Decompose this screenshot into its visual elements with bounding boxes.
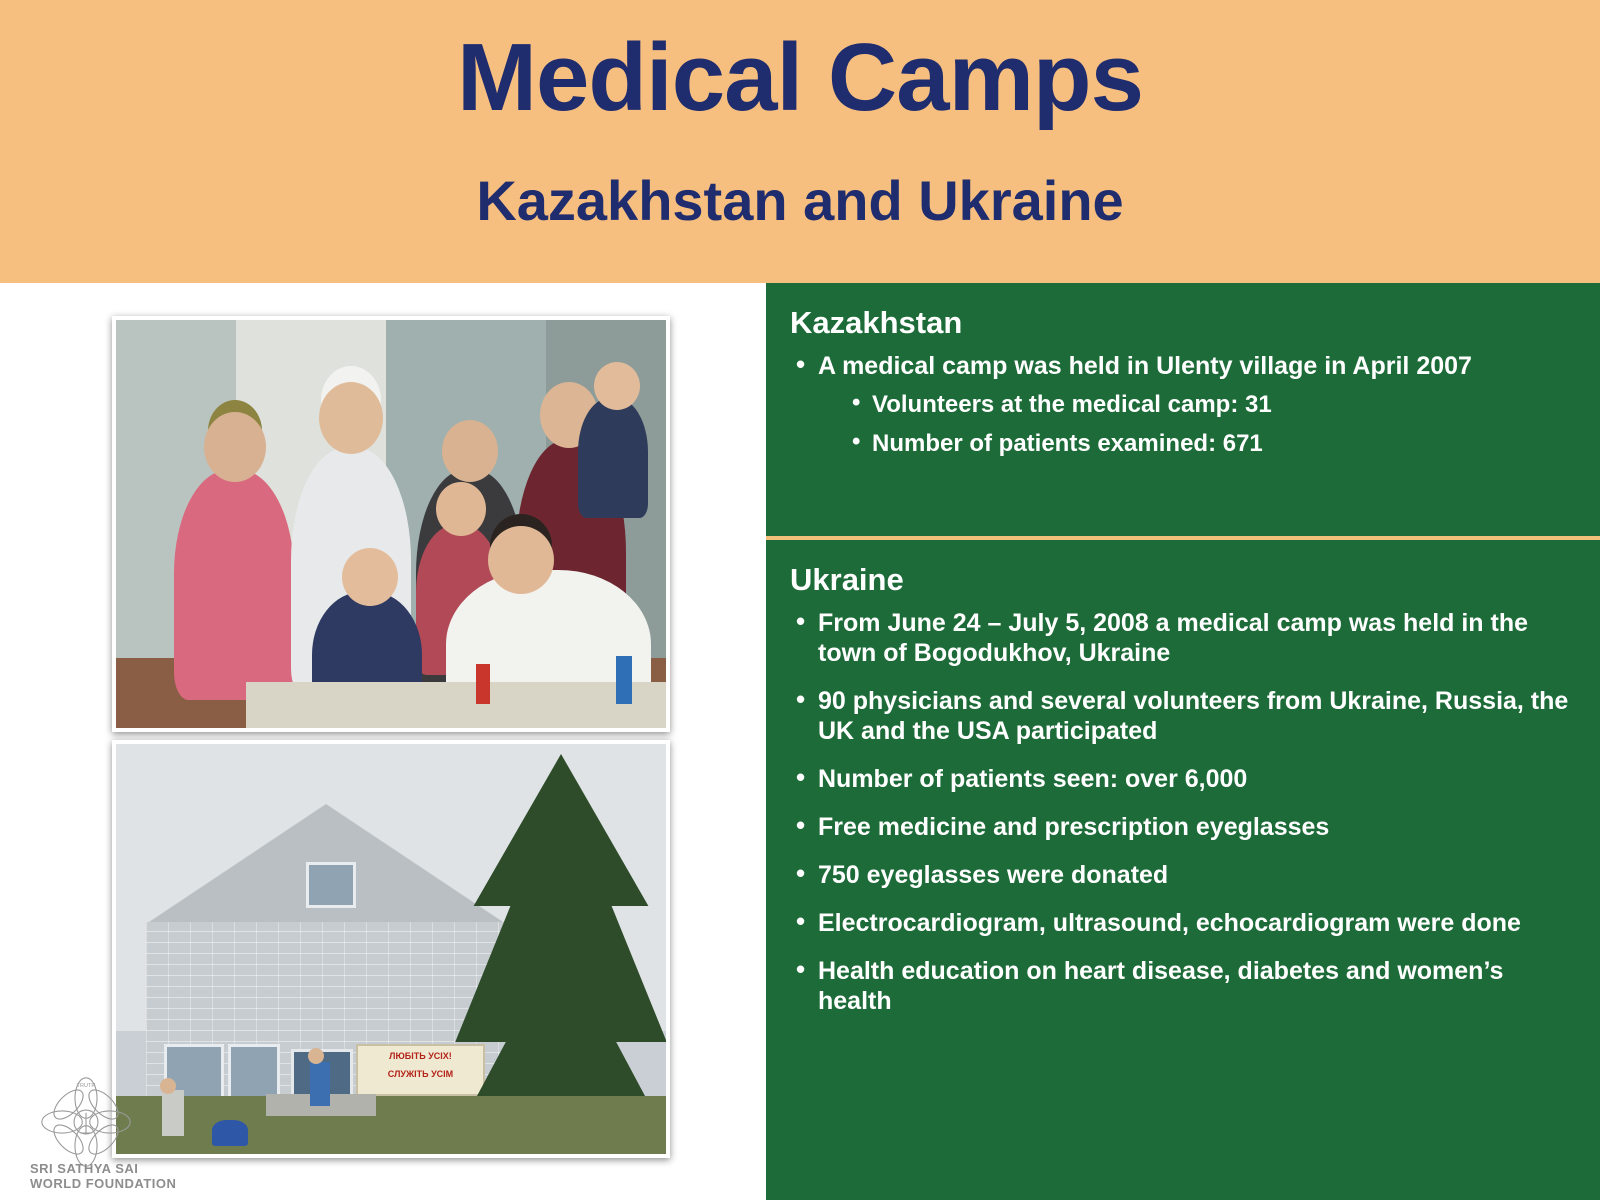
panel-ukraine bbox=[766, 540, 1600, 1200]
photo-1-figure-child-held bbox=[578, 398, 648, 518]
list-item: • Free medicine and prescription eyeglasses bbox=[788, 812, 1572, 842]
photo-1-illustration bbox=[116, 320, 666, 728]
list-item: • Electrocardiogram, ultrasound, echocardiogram were done bbox=[788, 908, 1572, 938]
photo-2-person-on-steps-head bbox=[308, 1048, 324, 1064]
photo-1-head-boy-patient bbox=[342, 548, 398, 606]
photo-1-head-dark bbox=[442, 420, 498, 482]
logo bbox=[22, 1076, 182, 1194]
photo-2-illustration bbox=[116, 744, 666, 1154]
photo-2-banner bbox=[356, 1044, 485, 1096]
lotus-flower-icon bbox=[40, 1076, 132, 1168]
logo-line-2: WORLD FOUNDATION bbox=[30, 1176, 177, 1192]
list-item: • Health education on heart disease, diabetes and women’s health bbox=[788, 956, 1572, 1016]
kazakhstan-sub-bullet-list bbox=[818, 391, 1572, 459]
photo-2-banner-line1: ЛЮБІТЬ УСІХ! bbox=[389, 1051, 452, 1061]
photo-1-head-child-held bbox=[594, 362, 640, 410]
page-title: Medical Camps bbox=[457, 24, 1143, 131]
slide-header bbox=[0, 0, 1600, 283]
list-item: • 750 eyeglasses were donated bbox=[788, 860, 1572, 890]
photo-1-bottle bbox=[476, 664, 490, 704]
panel-kazakhstan bbox=[766, 283, 1600, 536]
photo-2-window-gable bbox=[306, 862, 356, 908]
photo-2-banner-line2: СЛУЖІТЬ УСІМ bbox=[387, 1068, 454, 1079]
content-column bbox=[766, 283, 1600, 1200]
photo-1-blue-bottle bbox=[616, 656, 632, 704]
photo-1-table bbox=[246, 682, 666, 728]
svg-text:TRUTH: TRUTH bbox=[76, 1083, 96, 1090]
ukraine-bullet-list bbox=[788, 608, 1572, 1016]
logo-line-1: SRI SATHYA SAI bbox=[30, 1161, 139, 1177]
list-item: • Number of patients seen: over 6,000 bbox=[788, 764, 1572, 794]
photo-2-ground bbox=[116, 1096, 666, 1154]
photo-1-figure-pink bbox=[174, 470, 294, 700]
list-item: • From June 24 – July 5, 2008 a medical camp was held in the town of Bogodukhov, Ukraine bbox=[788, 608, 1572, 668]
bullet-text: A medical camp was held in Ulenty village in April 2007 bbox=[818, 352, 1472, 380]
list-item: • Number of patients examined: 671 bbox=[846, 430, 1572, 459]
photo-1-head-pink bbox=[204, 412, 266, 482]
photo-2-person-crouching bbox=[212, 1120, 248, 1146]
kazakhstan-bullet-list bbox=[788, 351, 1572, 459]
logo-text bbox=[30, 1162, 176, 1192]
photo-column bbox=[0, 283, 766, 1200]
list-item: • 90 physicians and several volunteers from Ukraine, Russia, the UK and the USA participated bbox=[788, 686, 1572, 746]
page-subtitle: Kazakhstan and Ukraine bbox=[476, 169, 1124, 232]
photo-medical-camp-clinic bbox=[112, 316, 670, 732]
photo-1-head-examining-doctor bbox=[488, 526, 554, 594]
ukraine-heading: Ukraine bbox=[790, 562, 904, 597]
photo-1-head-doctor bbox=[319, 382, 383, 454]
photo-clinic-building bbox=[112, 740, 670, 1158]
kazakhstan-heading: Kazakhstan bbox=[790, 305, 963, 340]
list-item bbox=[788, 351, 1572, 459]
list-item: • Volunteers at the medical camp: 31 bbox=[846, 391, 1572, 420]
photo-1-head-child-seated bbox=[436, 482, 486, 536]
photo-2-person-on-steps bbox=[310, 1062, 330, 1106]
